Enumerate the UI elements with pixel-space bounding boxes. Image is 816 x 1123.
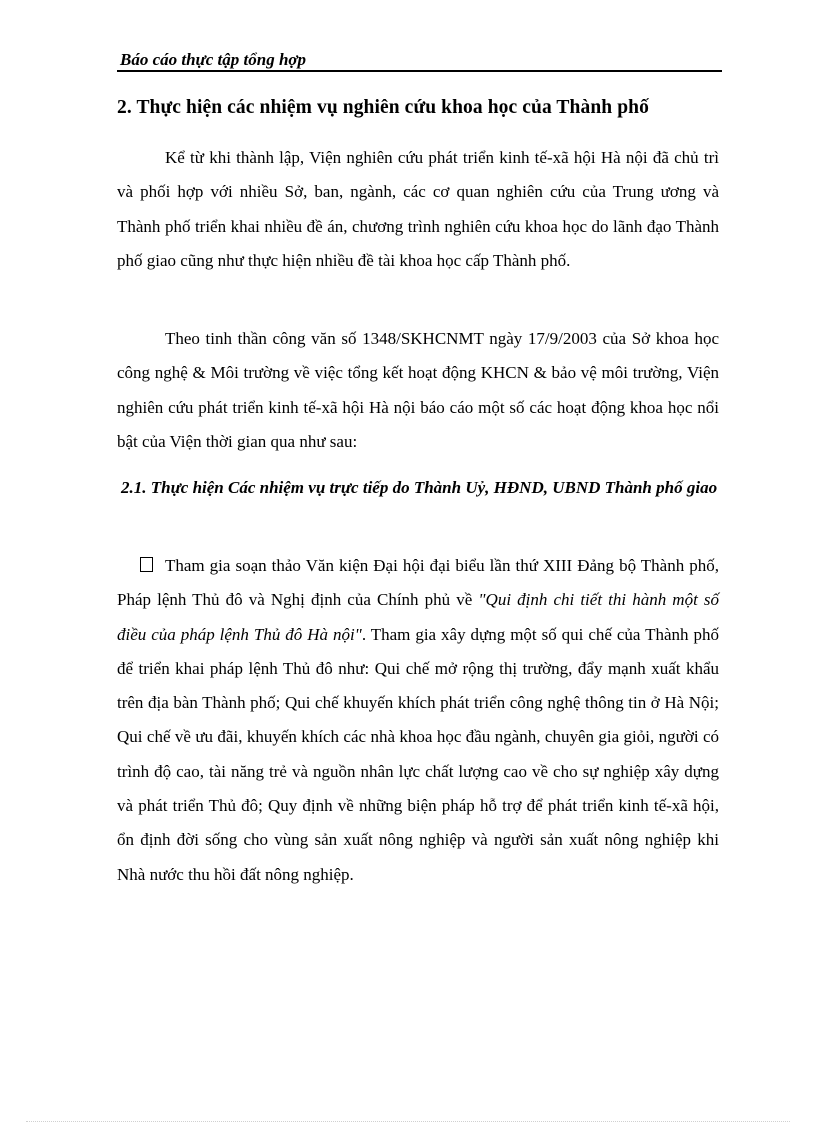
paragraph-report-basis: Theo tinh thần công văn số 1348/SKHCNMT ngày 17/9/2003 của Sở khoa học công nghệ & Môi trường về việc tổng kết hoạt động KHCN & bảo vệ môi trường, Viện nghiên cứu phát triển kinh tế-xã hội Hà nội báo cáo một số các hoạt động khoa học nổi bật của Viện thời gian qua như sau: — [117, 329, 719, 451]
paragraph-intro: Kể từ khi thành lập, Viện nghiên cứu phát triển kinh tế-xã hội Hà nội đã chủ trì và phối hợp với nhiều Sở, ban, ngành, các cơ quan nghiên cứu của Trung ương và Thành phố triển khai nhiều đề án, chương trình nghiên cứu khoa học do lãnh đạo Thành phố giao cũng như thực hiện nhiều đề tài khoa học cấp Thành phố. — [117, 148, 719, 270]
bullet-box-icon — [140, 557, 153, 572]
header-title: Báo cáo thực tập tổng hợp — [120, 50, 307, 69]
section-heading: 2. Thực hiện các nhiệm vụ nghiên cứu khoa học của Thành phố — [117, 97, 649, 118]
bullet-text-before: Tham gia soạn thảo Văn kiện Đại hội đại biểu lần thứ XIII Đảng bộ Thành phố, Pháp lệnh Thủ đô và Nghị định của Chính phủ về — [117, 556, 719, 610]
bullet-text-after: . Tham gia xây dựng một số qui chế của Thành phố để triển khai pháp lệnh Thủ đô như: Qui chế mở rộng thị trường, đẩy mạnh xuất khẩu trên địa bàn Thành phố; Qui chế khuyến khích phát triển công nghệ thông tin ở Hà Nội; Qui chế về ưu đãi, khuyến khích các nhà khoa học đầu ngành, chuyên gia giỏi, người có trình độ cao, tài năng trẻ và nguồn nhân lực chất lượng cao về cho sự nghiệp xây dựng và phát triển Thủ đô; Quy định về những biện pháp hỗ trợ để phát triển kinh tế-xã hội, ổn định đời sống cho vùng sản xuất nông nghiệp và người sản xuất nông nghiệp khi Nhà nước thu hồi đất nông nghiệp. — [117, 624, 719, 884]
page-header — [117, 48, 722, 72]
subsection-heading: 2.1. Thực hiện Các nhiệm vụ trực tiếp do Thành Uỷ, HĐND, UBND Thành phố giao — [121, 478, 718, 497]
bullet-text-italic: "Qui định chi tiết thi hành một số điều của pháp lệnh Thủ đô Hà nội" — [117, 590, 720, 644]
page-bottom-rule — [26, 1121, 790, 1122]
bullet-paragraph — [117, 549, 719, 892]
